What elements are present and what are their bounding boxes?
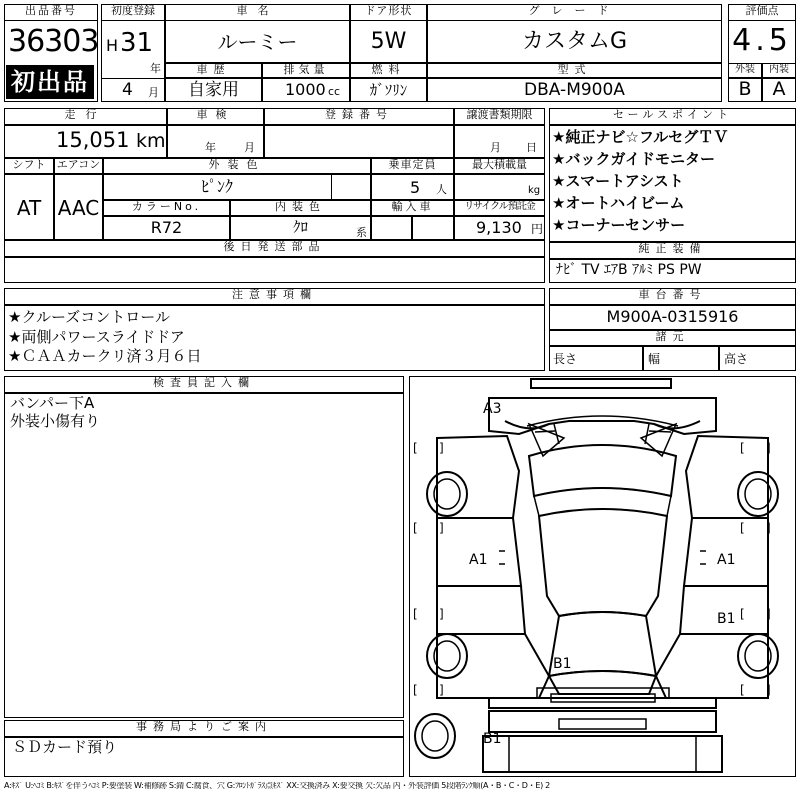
cautions-label: 注意事項欄 — [4, 288, 545, 305]
svg-text:[: [ — [740, 521, 745, 535]
doors-value: 5W — [370, 29, 407, 54]
chassis-value: M900A-0315916 — [606, 307, 739, 326]
inspector-box — [4, 393, 404, 718]
aircon-label: エアコン — [54, 158, 103, 174]
svg-text:[: [ — [413, 683, 418, 697]
grade-label: グレード — [427, 4, 722, 21]
model-code-label: 型式 — [427, 63, 722, 78]
svg-text:[: [ — [413, 521, 418, 535]
fuel-label: 燃料 — [350, 63, 427, 78]
dimension-height-label: 高さ — [724, 352, 749, 366]
office-label: 事務局よりご案内 — [4, 720, 404, 737]
exterior-score: B — [738, 78, 752, 100]
dimensions-label: 諸元 — [549, 330, 796, 346]
legend-text: A:ｷｽﾞ U:ﾍｺﾐ B:ｷｽﾞを伴うﾍｺﾐ P:要塗装 W:補修跡 S:錆 C:腐食、穴 G:ﾌﾛﾝﾄｶﾞﾗｽ点ｷｽﾞ XX:交換済み X:要交換 欠:欠品 内・外装評価 5段階ﾗﾝｸ順(A・B・C・D・E) 2 — [4, 782, 550, 790]
caution-item: ★ＣＡＡカークリ済３月６日 — [8, 347, 202, 365]
car-diagram — [409, 376, 796, 777]
history-value: 自家用 — [188, 80, 239, 100]
plate-label: 登録番号 — [264, 108, 454, 125]
office-text: ＳＤカード預り — [12, 738, 118, 756]
damage-mark-a1-right: A1 — [717, 552, 736, 568]
registration-year: 31 — [120, 28, 154, 58]
svg-text:]: ] — [766, 607, 771, 621]
inspection-month-unit: 月 — [244, 141, 255, 154]
svg-text:[: [ — [740, 607, 745, 621]
import-label: 輸入車 — [371, 200, 454, 216]
registration-label: 初度登録 — [101, 4, 165, 21]
exterior-color-label: 外装色 — [103, 158, 371, 174]
equipment-value: ﾅﾋﾞ TV ｴｱB ｱﾙﾐ PS PW — [556, 262, 702, 278]
plate-cell — [264, 125, 454, 158]
import-cell-right — [412, 216, 454, 240]
color-no-value: R72 — [150, 218, 183, 237]
exterior-color-subcell — [331, 174, 371, 200]
sales-points-label: セールスポイント — [549, 108, 796, 125]
lot-number: 36303 — [8, 24, 99, 59]
damage-mark-b1-right: B1 — [717, 611, 736, 627]
interior-color-unit: 系 — [356, 226, 367, 239]
capacity-label: 乗車定員 — [371, 158, 454, 174]
doors-label: ドア形状 — [350, 4, 427, 21]
svg-text:]: ] — [439, 683, 444, 697]
interior-score-label: 内装 — [762, 63, 796, 78]
recycle-label: リサイクル預託金 — [454, 200, 545, 216]
first-listing-badge: 初出品 — [6, 65, 94, 99]
interior-color-label: 内装色 — [230, 200, 371, 216]
inspector-line: 外装小傷有り — [10, 412, 101, 430]
shift-value: AT — [16, 196, 42, 220]
dimension-length-label: 長さ — [553, 352, 578, 366]
interior-score: A — [772, 78, 786, 100]
sales-point-item: ★オートハイビーム — [552, 194, 685, 212]
displacement-value: 1000 — [285, 80, 326, 99]
shift-label: シフト — [4, 158, 54, 174]
svg-text:]: ] — [766, 683, 771, 697]
capacity-unit: 人 — [436, 183, 447, 196]
registration-month-unit: 月 — [148, 86, 159, 99]
car-name-label: 車名 — [165, 4, 350, 21]
transfer-deadline-day-unit: 日 — [526, 141, 537, 154]
damage-mark-b1-rear: B1 — [553, 656, 572, 672]
max-load-unit: kg — [528, 185, 541, 196]
lot-label: 出品番号 — [4, 4, 98, 21]
grade-value: カスタムG — [521, 29, 628, 54]
damage-mark-b1-bottom: B1 — [483, 731, 502, 747]
recycle-value: 9,130 — [476, 218, 522, 237]
inspector-label: 検査員記入欄 — [4, 376, 404, 393]
model-code-value: DBA-M900A — [524, 80, 625, 100]
history-label: 車歴 — [165, 63, 262, 78]
mileage-value: 15,051 — [56, 128, 130, 152]
exterior-score-label: 外装 — [728, 63, 762, 78]
sales-point-item: ★スマートアシスト — [552, 172, 684, 190]
sales-point-item: ★純正ナビ☆フルセグＴＶ — [552, 128, 729, 146]
car-name-value: ルーミー — [217, 30, 298, 54]
inspection-label: 車検 — [167, 108, 264, 125]
registration-month: 4 — [122, 80, 133, 100]
displacement-label: 排気量 — [262, 63, 350, 78]
displacement-unit: cc — [328, 85, 341, 98]
exterior-color-value: ﾋﾟﾝｸ — [200, 177, 233, 196]
caution-item: ★クルーズコントロール — [8, 308, 170, 326]
svg-text:[: [ — [740, 683, 745, 697]
svg-text:]: ] — [766, 521, 771, 535]
equipment-label: 純正装備 — [549, 242, 796, 259]
svg-text:[: [ — [413, 441, 418, 455]
svg-text:[: [ — [413, 607, 418, 621]
aircon-value: AAC — [57, 196, 100, 220]
capacity-value: 5 — [410, 178, 421, 197]
sales-point-item: ★バックガイドモニター — [552, 150, 715, 168]
transfer-deadline-label: 譲渡書類期限 — [454, 108, 545, 125]
dimension-width-label: 幅 — [648, 352, 661, 366]
damage-mark-a1-left: A1 — [469, 552, 488, 568]
sales-point-item: ★コーナーセンサー — [552, 216, 686, 234]
color-no-label: カラーNo. — [103, 200, 230, 216]
later-parts-label: 後日発送部品 — [4, 240, 545, 257]
svg-text:]: ] — [439, 441, 444, 455]
svg-text:]: ] — [439, 607, 444, 621]
transfer-deadline-month-unit: 月 — [490, 141, 501, 154]
fuel-value: ｶﾞｿﾘﾝ — [369, 81, 408, 99]
max-load-label: 最大積載量 — [454, 158, 545, 174]
svg-text:[: [ — [740, 441, 745, 455]
mileage-label: 走行 — [4, 108, 167, 125]
score-label: 評価点 — [728, 4, 796, 21]
inspection-year-unit: 年 — [205, 141, 216, 154]
damage-mark-a3: A3 — [483, 401, 502, 417]
interior-color-value: ｸﾛ — [292, 218, 308, 236]
svg-text:]: ] — [439, 521, 444, 535]
svg-text:]: ] — [766, 441, 771, 455]
chassis-label: 車台番号 — [549, 288, 796, 305]
mileage-unit: km — [136, 130, 166, 152]
recycle-unit: 円 — [531, 222, 544, 236]
registration-era: H — [106, 36, 119, 55]
import-cell-left — [371, 216, 412, 240]
score-value: 4.5 — [732, 23, 792, 58]
inspector-line: バンパー下A — [10, 394, 95, 412]
later-parts-cell — [4, 257, 545, 283]
caution-item: ★両側パワースライドドア — [8, 328, 185, 346]
registration-year-unit: 年 — [150, 62, 161, 75]
